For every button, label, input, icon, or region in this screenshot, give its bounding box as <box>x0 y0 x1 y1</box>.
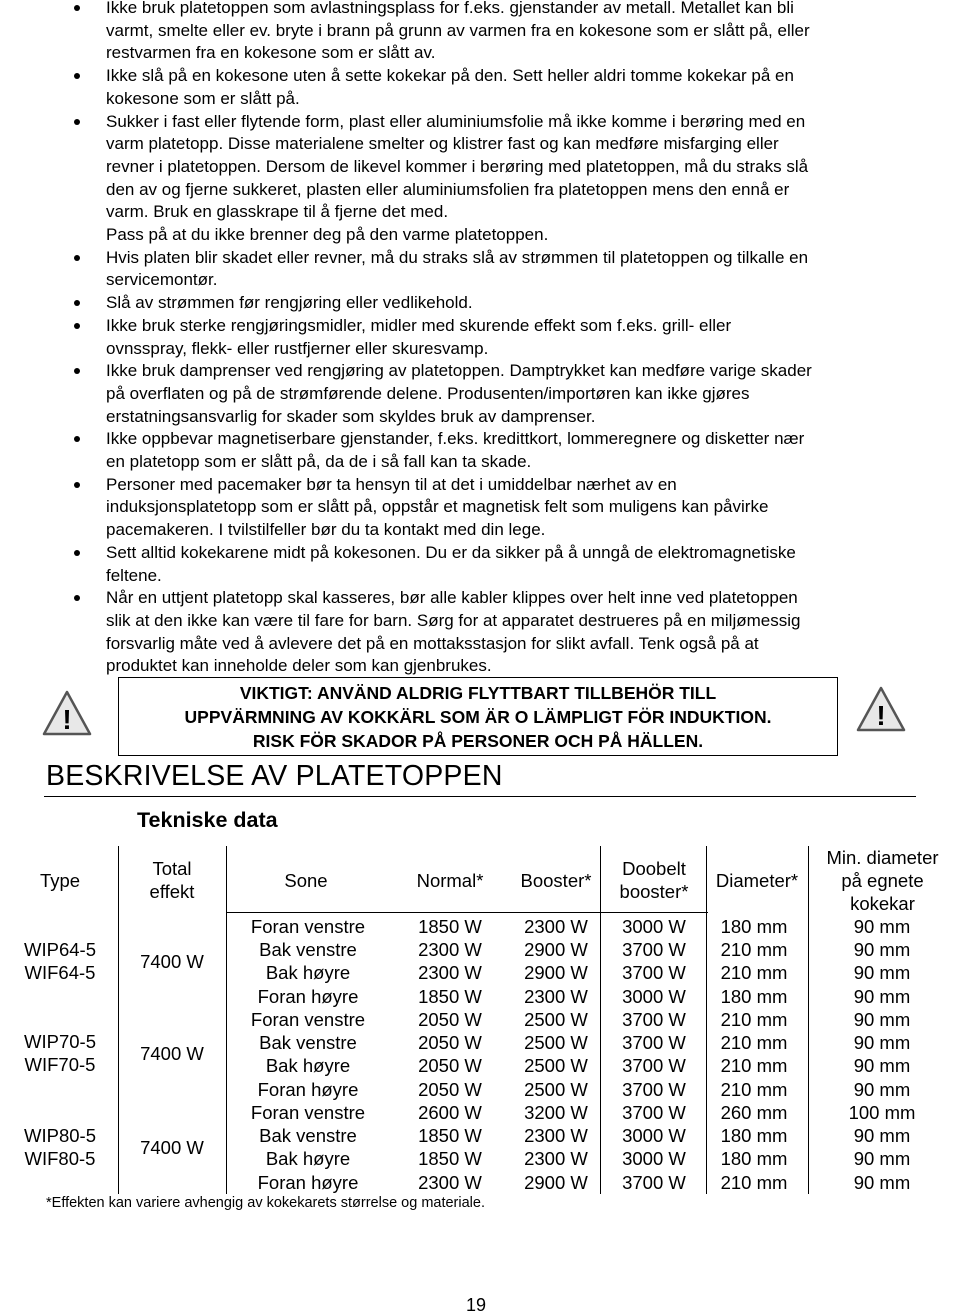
bullet-line: Ikke bruk platetoppen som avlastningsplass for f.eks. gjenstander av metall. Metallet kan bli <box>106 0 794 17</box>
booster-value: 2500 W <box>524 1078 588 1100</box>
header-line: Total <box>152 858 192 879</box>
booster-cell <box>508 1101 604 1194</box>
min-diameter-value: 100 mm <box>848 1102 916 1123</box>
type-cell <box>8 1030 112 1076</box>
table-footnote: *Effekten kan variere avhengig av kokekarets størrelse og materiale. <box>46 1195 485 1211</box>
normal-value: 2050 W <box>418 1032 482 1054</box>
type-cell <box>8 938 112 984</box>
bullet-line: Pass på at du ikke brenner deg på den varme platetoppen. <box>106 225 549 245</box>
safety-bullet-list <box>60 0 920 678</box>
bullet-line: varm. Bruk en glasskrape til å fjerne det med. <box>106 202 449 222</box>
zone-label: Foran høyre <box>257 1171 359 1193</box>
section-title: BESKRIVELSE AV PLATETOPPEN <box>46 760 503 792</box>
bullet-item <box>60 474 920 542</box>
warning-symbol: ! <box>62 704 72 735</box>
header-min-diameter <box>810 846 955 915</box>
bullet-line: restvarmen fra en kokesone som er slått av. <box>106 43 436 63</box>
warning-triangle-icon <box>856 686 906 732</box>
bullet-item <box>60 315 920 360</box>
page-number: 19 <box>466 1295 487 1315</box>
diameter-value: 210 mm <box>720 1171 788 1193</box>
bullet-dot <box>74 595 80 601</box>
header-normal: Normal* <box>416 870 484 891</box>
normal-value: 2300 W <box>418 1171 482 1193</box>
subsection-title: Tekniske data <box>137 808 278 832</box>
bullet-line: Ikke slå på en kokesone uten å sette kokekar på den. Sett heller aldri tomme kokekar på en <box>106 66 794 86</box>
min-diameter-value: 90 mm <box>853 985 911 1007</box>
header-line: kokekar <box>850 893 915 914</box>
diameter-value: 180 mm <box>720 1125 788 1147</box>
diameter-value: 180 mm <box>720 985 788 1007</box>
diameter-value: 210 mm <box>720 939 788 961</box>
normal-value: 1850 W <box>418 1148 482 1170</box>
min-diameter-cell <box>810 1101 954 1194</box>
normal-value: 2300 W <box>418 939 482 961</box>
warning-line: UPPVÄRMNING AV KOKKÄRL SOM ÄR O LÄMPLIGT FÖR INDUKTION. <box>184 706 772 727</box>
zone-label: Foran høyre <box>257 985 359 1007</box>
double-booster-value: 3000 W <box>622 985 686 1007</box>
bullet-line: på overflaten og på de strømførende delene. Produsenten/importøren kan ikke gjøres <box>106 383 750 403</box>
warning-box <box>118 677 838 756</box>
bullet-line: pacemakeren. I tvilstilfeller bør du ta kontakt med din lege. <box>106 520 546 540</box>
normal-cell <box>402 915 498 1008</box>
bullet-line: Slå av strømmen før rengjøring eller vedlikehold. <box>106 293 473 313</box>
table-rule <box>808 846 809 1194</box>
header-diameter: Diameter* <box>715 870 799 891</box>
bullet-item <box>60 0 920 65</box>
bullet-item <box>60 247 920 292</box>
diameter-cell <box>704 1101 804 1194</box>
header-line: Doobelt <box>622 858 686 879</box>
header-line: booster* <box>619 881 689 902</box>
normal-value: 2050 W <box>418 1009 482 1030</box>
diameter-value: 210 mm <box>720 1032 788 1054</box>
bullet-dot <box>74 73 80 79</box>
warning-triangle-icon <box>42 690 92 736</box>
header-zone: Sone <box>284 870 328 891</box>
bullet-dot <box>74 5 80 11</box>
bullet-line: forsvarlig måte ved å avlevere det på en mottaksstasjon for slikt avfall. Tenk også på at <box>106 633 759 653</box>
diameter-value: 210 mm <box>720 1055 788 1077</box>
bullet-line: produktet kan inneholde deler som kan gjenbrukes. <box>106 656 492 676</box>
bullet-dot <box>74 323 80 329</box>
normal-value: 2300 W <box>418 962 482 984</box>
double-booster-value: 3700 W <box>622 1171 686 1193</box>
header-booster: Booster* <box>520 870 592 891</box>
diameter-value: 260 mm <box>720 1102 788 1123</box>
double-booster-cell <box>604 1008 704 1101</box>
booster-value: 2500 W <box>524 1032 588 1054</box>
bullet-item <box>60 587 920 678</box>
bullet-line: Ikke bruk sterke rengjøringsmidler, midler med skurende effekt som f.eks. grill- eller <box>106 315 732 335</box>
total-effect-cell: 7400 W <box>140 951 204 972</box>
booster-value: 2300 W <box>524 1148 588 1170</box>
zone-label: Bak venstre <box>259 939 357 961</box>
bullet-line: varmt, smelte eller ev. bryte i brann på grunn av varmen fra en kokesone som er slått på, eller <box>106 20 810 40</box>
bullet-item <box>60 65 920 110</box>
warning-symbol: ! <box>876 700 886 731</box>
min-diameter-value: 90 mm <box>853 962 911 984</box>
min-diameter-value: 90 mm <box>853 939 911 961</box>
total-effect-cell: 7400 W <box>140 1137 204 1158</box>
double-booster-value: 3000 W <box>622 916 686 937</box>
min-diameter-value: 90 mm <box>853 1009 911 1030</box>
type-label: WIP80-5 <box>24 1125 96 1146</box>
normal-value: 1850 W <box>418 916 482 937</box>
diameter-value: 180 mm <box>720 916 788 937</box>
bullet-line: erstatningsansvarlig for skader som skyldes bruk av damprenser. <box>106 406 596 426</box>
booster-value: 2900 W <box>524 939 588 961</box>
bullet-dot <box>74 368 80 374</box>
bullet-line: servicemontør. <box>106 270 218 290</box>
double-booster-value: 3000 W <box>622 1125 686 1147</box>
zone-label: Bak venstre <box>259 1032 357 1054</box>
zone-label: Bak høyre <box>265 1055 351 1077</box>
header-double-booster <box>602 857 706 903</box>
bullet-dot <box>74 550 80 556</box>
diameter-value: 210 mm <box>720 1078 788 1100</box>
min-diameter-value: 90 mm <box>853 1032 911 1054</box>
normal-value: 2600 W <box>418 1102 482 1123</box>
booster-value: 2500 W <box>524 1009 588 1030</box>
zone-cell <box>230 1008 386 1101</box>
zone-label: Foran høyre <box>257 1078 359 1100</box>
min-diameter-value: 90 mm <box>853 1055 911 1077</box>
section-divider <box>44 796 916 797</box>
header-total-effect <box>118 857 226 903</box>
diameter-value: 210 mm <box>720 1009 788 1030</box>
booster-value: 2300 W <box>524 985 588 1007</box>
booster-value: 2300 W <box>524 1125 588 1147</box>
zone-cell <box>230 915 386 1008</box>
bullet-line: Hvis platen blir skadet eller revner, må du straks slå av strømmen til platetoppen og tilkalle en <box>106 247 809 267</box>
double-booster-value: 3000 W <box>622 1148 686 1170</box>
total-effect-cell: 7400 W <box>140 1043 204 1064</box>
bullet-line: varm platetopp. Disse materialene smelter og klistrer fast og kan medføre misfarging eller <box>106 134 779 154</box>
booster-value: 2900 W <box>524 1171 588 1193</box>
bullet-line: den av og fjerne sukkeret, plasten eller aluminiumsfolien fra platetoppen mens den ennå er <box>106 179 790 199</box>
min-diameter-value: 90 mm <box>853 1171 911 1193</box>
bullet-line: slik at den ikke kan være til fare for barn. Sørg for at apparatet destrueres på en miljømessig <box>106 610 801 630</box>
bullet-item <box>60 360 920 428</box>
zone-label: Foran venstre <box>250 1009 366 1030</box>
table-rule <box>226 846 227 1194</box>
type-label: WIF64-5 <box>24 962 96 984</box>
type-label: WIP70-5 <box>24 1031 96 1052</box>
diameter-cell <box>704 915 804 1008</box>
type-label: WIF70-5 <box>24 1054 96 1076</box>
bullet-line: Personer med pacemaker bør ta hensyn til at det i umiddelbar nærhet av en <box>106 474 677 494</box>
diameter-value: 210 mm <box>720 962 788 984</box>
type-label: WIP64-5 <box>24 939 96 960</box>
bullet-line: feltene. <box>106 565 162 585</box>
booster-cell <box>508 915 604 1008</box>
zone-label: Bak høyre <box>265 1148 351 1170</box>
double-booster-cell <box>604 915 704 1008</box>
zone-label: Bak høyre <box>265 962 351 984</box>
min-diameter-cell <box>810 915 954 1008</box>
type-label: WIF80-5 <box>24 1148 96 1170</box>
booster-value: 2300 W <box>524 916 588 937</box>
bullet-line: kokesone som er slått på. <box>106 88 300 108</box>
zone-cell <box>230 1101 386 1194</box>
bullet-line: Ikke oppbevar magnetiserbare gjenstander, f.eks. kredittkort, lommeregnere og disketter nær <box>106 429 805 449</box>
double-booster-value: 3700 W <box>622 1102 686 1123</box>
bullet-line: Ikke bruk damprenser ved rengjøring av platetoppen. Damptrykket kan medføre varige skader <box>106 361 812 381</box>
bullet-item <box>60 292 920 315</box>
header-type: Type <box>39 870 81 891</box>
header-line: Min. diameter <box>826 847 939 868</box>
double-booster-value: 3700 W <box>622 1078 686 1100</box>
normal-value: 2050 W <box>418 1055 482 1077</box>
double-booster-value: 3700 W <box>622 1009 686 1030</box>
min-diameter-value: 90 mm <box>853 916 911 937</box>
bullet-dot <box>74 119 80 125</box>
warning-line: VIKTIGT: ANVÄND ALDRIG FLYTTBART TILLBEHÖR TILL <box>239 682 717 703</box>
double-booster-value: 3700 W <box>622 939 686 961</box>
header-line: effekt <box>149 881 195 902</box>
normal-cell <box>402 1101 498 1194</box>
min-diameter-value: 90 mm <box>853 1125 911 1147</box>
bullet-dot <box>74 300 80 306</box>
booster-value: 2500 W <box>524 1055 588 1077</box>
zone-label: Foran venstre <box>250 1102 366 1123</box>
bullet-dot <box>74 436 80 442</box>
double-booster-value: 3700 W <box>622 1032 686 1054</box>
bullet-dot <box>74 255 80 261</box>
normal-value: 2050 W <box>418 1078 482 1100</box>
booster-value: 3200 W <box>524 1102 588 1123</box>
diameter-value: 180 mm <box>720 1148 788 1170</box>
bullet-line: Sukker i fast eller flytende form, plast eller aluminiumsfolie må ikke komme i berøring med en <box>106 111 806 131</box>
bullet-line: ovnsspray, flekk- eller rustfjerner eller skuresvamp. <box>106 338 489 358</box>
zone-label: Bak venstre <box>259 1125 357 1147</box>
double-booster-value: 3700 W <box>622 1055 686 1077</box>
booster-value: 2900 W <box>524 962 588 984</box>
normal-value: 1850 W <box>418 1125 482 1147</box>
bullet-line: Sett alltid kokekarene midt på kokesonen. Du er da sikker på å unngå de elektromagnetiske <box>106 542 796 562</box>
bullet-line: Når en uttjent platetopp skal kasseres, bør alle kabler klippes over helt inne ved platetoppen <box>106 588 798 608</box>
diameter-cell <box>704 1008 804 1101</box>
normal-cell <box>402 1008 498 1101</box>
type-cell <box>8 1124 112 1170</box>
bullet-item <box>60 428 920 473</box>
bullet-line: revner i platetoppen. Dersom de likevel kommer i berøring med platetoppen, må du straks slå <box>106 156 809 176</box>
booster-cell <box>508 1008 604 1101</box>
double-booster-cell <box>604 1101 704 1194</box>
bullet-line: induksjonsplatetopp som er slått på, oppstår et magnetisk felt som muligens kan påvirke <box>106 497 769 517</box>
min-diameter-value: 90 mm <box>853 1148 911 1170</box>
bullet-item <box>60 542 920 587</box>
double-booster-value: 3700 W <box>622 962 686 984</box>
bullet-dot <box>74 482 80 488</box>
normal-value: 1850 W <box>418 985 482 1007</box>
bullet-item <box>60 111 920 247</box>
zone-label: Foran venstre <box>250 916 366 937</box>
bullet-line: en platetopp som er slått på, da de i så fall kan ta skade. <box>106 452 532 472</box>
table-rule <box>226 912 708 913</box>
warning-line: RISK FÖR SKADOR PÅ PERSONER OCH PÅ HÄLLEN. <box>252 730 704 751</box>
min-diameter-value: 90 mm <box>853 1078 911 1100</box>
min-diameter-cell <box>810 1008 954 1101</box>
header-line: på egnete <box>841 870 924 891</box>
